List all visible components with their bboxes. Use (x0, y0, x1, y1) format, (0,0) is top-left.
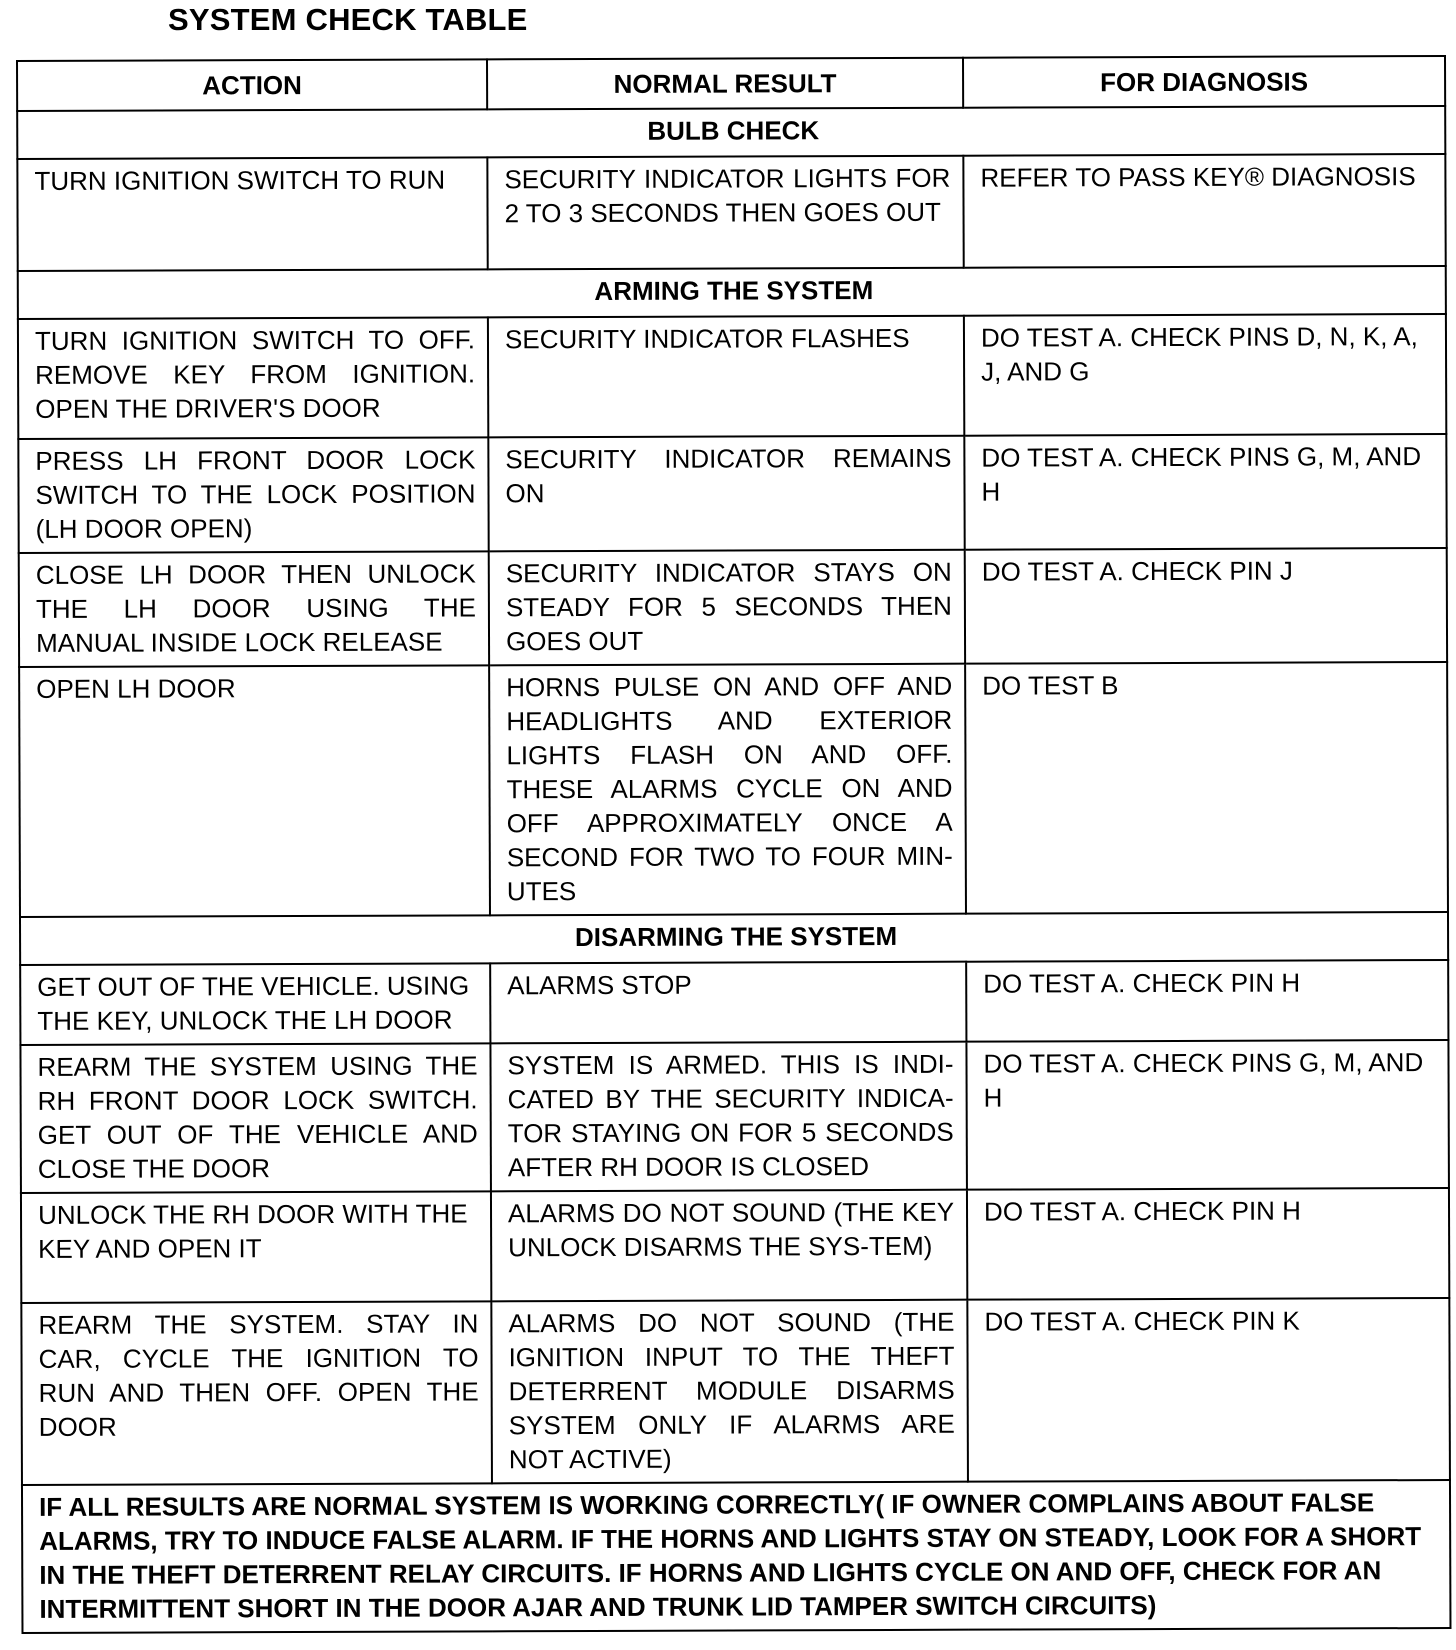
action-cell: PRESS LH FRONT DOOR LOCK SWITCH TO THE LOCK POSITION (LH DOOR OPEN) (18, 437, 488, 553)
result-cell: ALARMS DO NOT SOUND (THE KEY UNLOCK DISARMS THE SYS-TEM) (491, 1190, 967, 1302)
section-row (20, 912, 1448, 965)
diagnosis-cell: DO TEST A. CHECK PINS D, N, K, A, J, AND G (964, 314, 1446, 436)
action-cell: UNLOCK THE RH DOOR WITH THE KEY AND OPEN IT (21, 1191, 491, 1303)
result-cell: SECURITY INDICATOR REMAINS ON (488, 436, 964, 552)
footer-note: IF ALL RESULTS ARE NORMAL SYSTEM IS WORKING CORRECTLY( IF OWNER COMPLAINS ABOUT FALSE ALARMS, TRY TO INDUCE FALSE ALARM. IF THE HORNS AND LIGHTS STAY ON STEADY, LOOK FOR A SHORT IN THE THEFT DETERRENT RELAY CIRCUITS. IF HORNS AND LIGHTS CYCLE ON AND OFF, CHECK FOR AN INTERMITTENT SHORT IN THE DOOR AJAR AND TRUNK LID TAMPER SWITCH CIRCUITS) (22, 1480, 1451, 1633)
result-cell: SYSTEM IS ARMED. THIS IS INDI-CATED BY THE SECURITY INDICA-TOR STAYING ON FOR 5 SECONDS AFTER RH DOOR IS CLOSED (490, 1042, 967, 1192)
table-row (21, 1188, 1449, 1303)
table-row (21, 1298, 1450, 1485)
table-row (20, 1040, 1449, 1193)
result-cell: ALARMS DO NOT SOUND (THE IGNITION INPUT TO THE THEFT DETERRENT MODULE DISARMS SYSTEM ONLY IF ALARMS ARE NOT ACTIVE) (491, 1300, 968, 1484)
action-cell: OPEN LH DOOR (19, 665, 490, 917)
section-heading-bulb-check: BULB CHECK (17, 106, 1445, 159)
result-cell: SECURITY INDICATOR STAYS ON STEADY FOR 5 SECONDS THEN GOES OUT (489, 550, 965, 666)
action-cell: TURN IGNITION SWITCH TO RUN (17, 157, 487, 271)
table-row (18, 314, 1446, 439)
diagnosis-cell: DO TEST A. CHECK PINS G, M, AND H (964, 434, 1446, 550)
diagnosis-cell: DO TEST A. CHECK PIN H (967, 1188, 1449, 1300)
table-row (17, 154, 1445, 271)
diagnosis-cell: DO TEST B (965, 662, 1448, 914)
action-cell: TURN IGNITION SWITCH TO OFF. REMOVE KEY FROM IGNITION. OPEN THE DRIVER'S DOOR (18, 317, 488, 439)
section-row (17, 106, 1445, 159)
result-cell: SECURITY INDICATOR FLASHES (488, 316, 964, 438)
section-row (18, 266, 1446, 319)
section-heading-arming: ARMING THE SYSTEM (18, 266, 1446, 319)
table-row (20, 960, 1448, 1045)
action-cell: REARM THE SYSTEM USING THE RH FRONT DOOR LOCK SWITCH. GET OUT OF THE VEHICLE AND CLOSE THE DOOR (20, 1043, 491, 1193)
diagnosis-cell: DO TEST A. CHECK PINS G, M, AND H (966, 1040, 1449, 1190)
action-cell: CLOSE LH DOOR THEN UNLOCK THE LH DOOR USING THE MANUAL INSIDE LOCK RELEASE (19, 551, 489, 667)
footer-row (22, 1480, 1451, 1633)
table-row (18, 434, 1446, 553)
action-cell: GET OUT OF THE VEHICLE. USING THE KEY, UNLOCK THE LH DOOR (20, 963, 490, 1045)
page-title: SYSTEM CHECK TABLE (168, 2, 528, 37)
result-cell: SECURITY INDICATOR LIGHTS FOR 2 TO 3 SECONDS THEN GOES OUT (487, 156, 963, 270)
result-cell: HORNS PULSE ON AND OFF AND HEADLIGHTS AND EXTERIOR LIGHTS FLASH ON AND OFF. THESE ALARMS CYCLE ON AND OFF APPROXIMATELY ONCE A SECOND FOR TWO TO FOUR MIN-UTES (489, 664, 966, 916)
diagnosis-cell: REFER TO PASS KEY® DIAGNOSIS (963, 154, 1445, 268)
result-cell: ALARMS STOP (490, 962, 966, 1044)
action-cell: REARM THE SYSTEM. STAY IN CAR, CYCLE THE IGNITION TO RUN AND THEN OFF. OPEN THE DOOR (21, 1301, 492, 1485)
column-header-normal-result: NORMAL RESULT (487, 58, 963, 110)
header-row (17, 56, 1445, 111)
table-row (19, 662, 1448, 917)
section-heading-disarming: DISARMING THE SYSTEM (20, 912, 1448, 965)
diagnosis-cell: DO TEST A. CHECK PIN K (967, 1298, 1450, 1482)
diagnosis-cell: DO TEST A. CHECK PIN J (965, 548, 1447, 664)
system-check-table (16, 55, 1451, 1634)
diagnosis-cell: DO TEST A. CHECK PIN H (966, 960, 1448, 1042)
column-header-diagnosis: FOR DIAGNOSIS (963, 56, 1445, 108)
column-header-action: ACTION (17, 59, 487, 111)
table-row (19, 548, 1447, 667)
